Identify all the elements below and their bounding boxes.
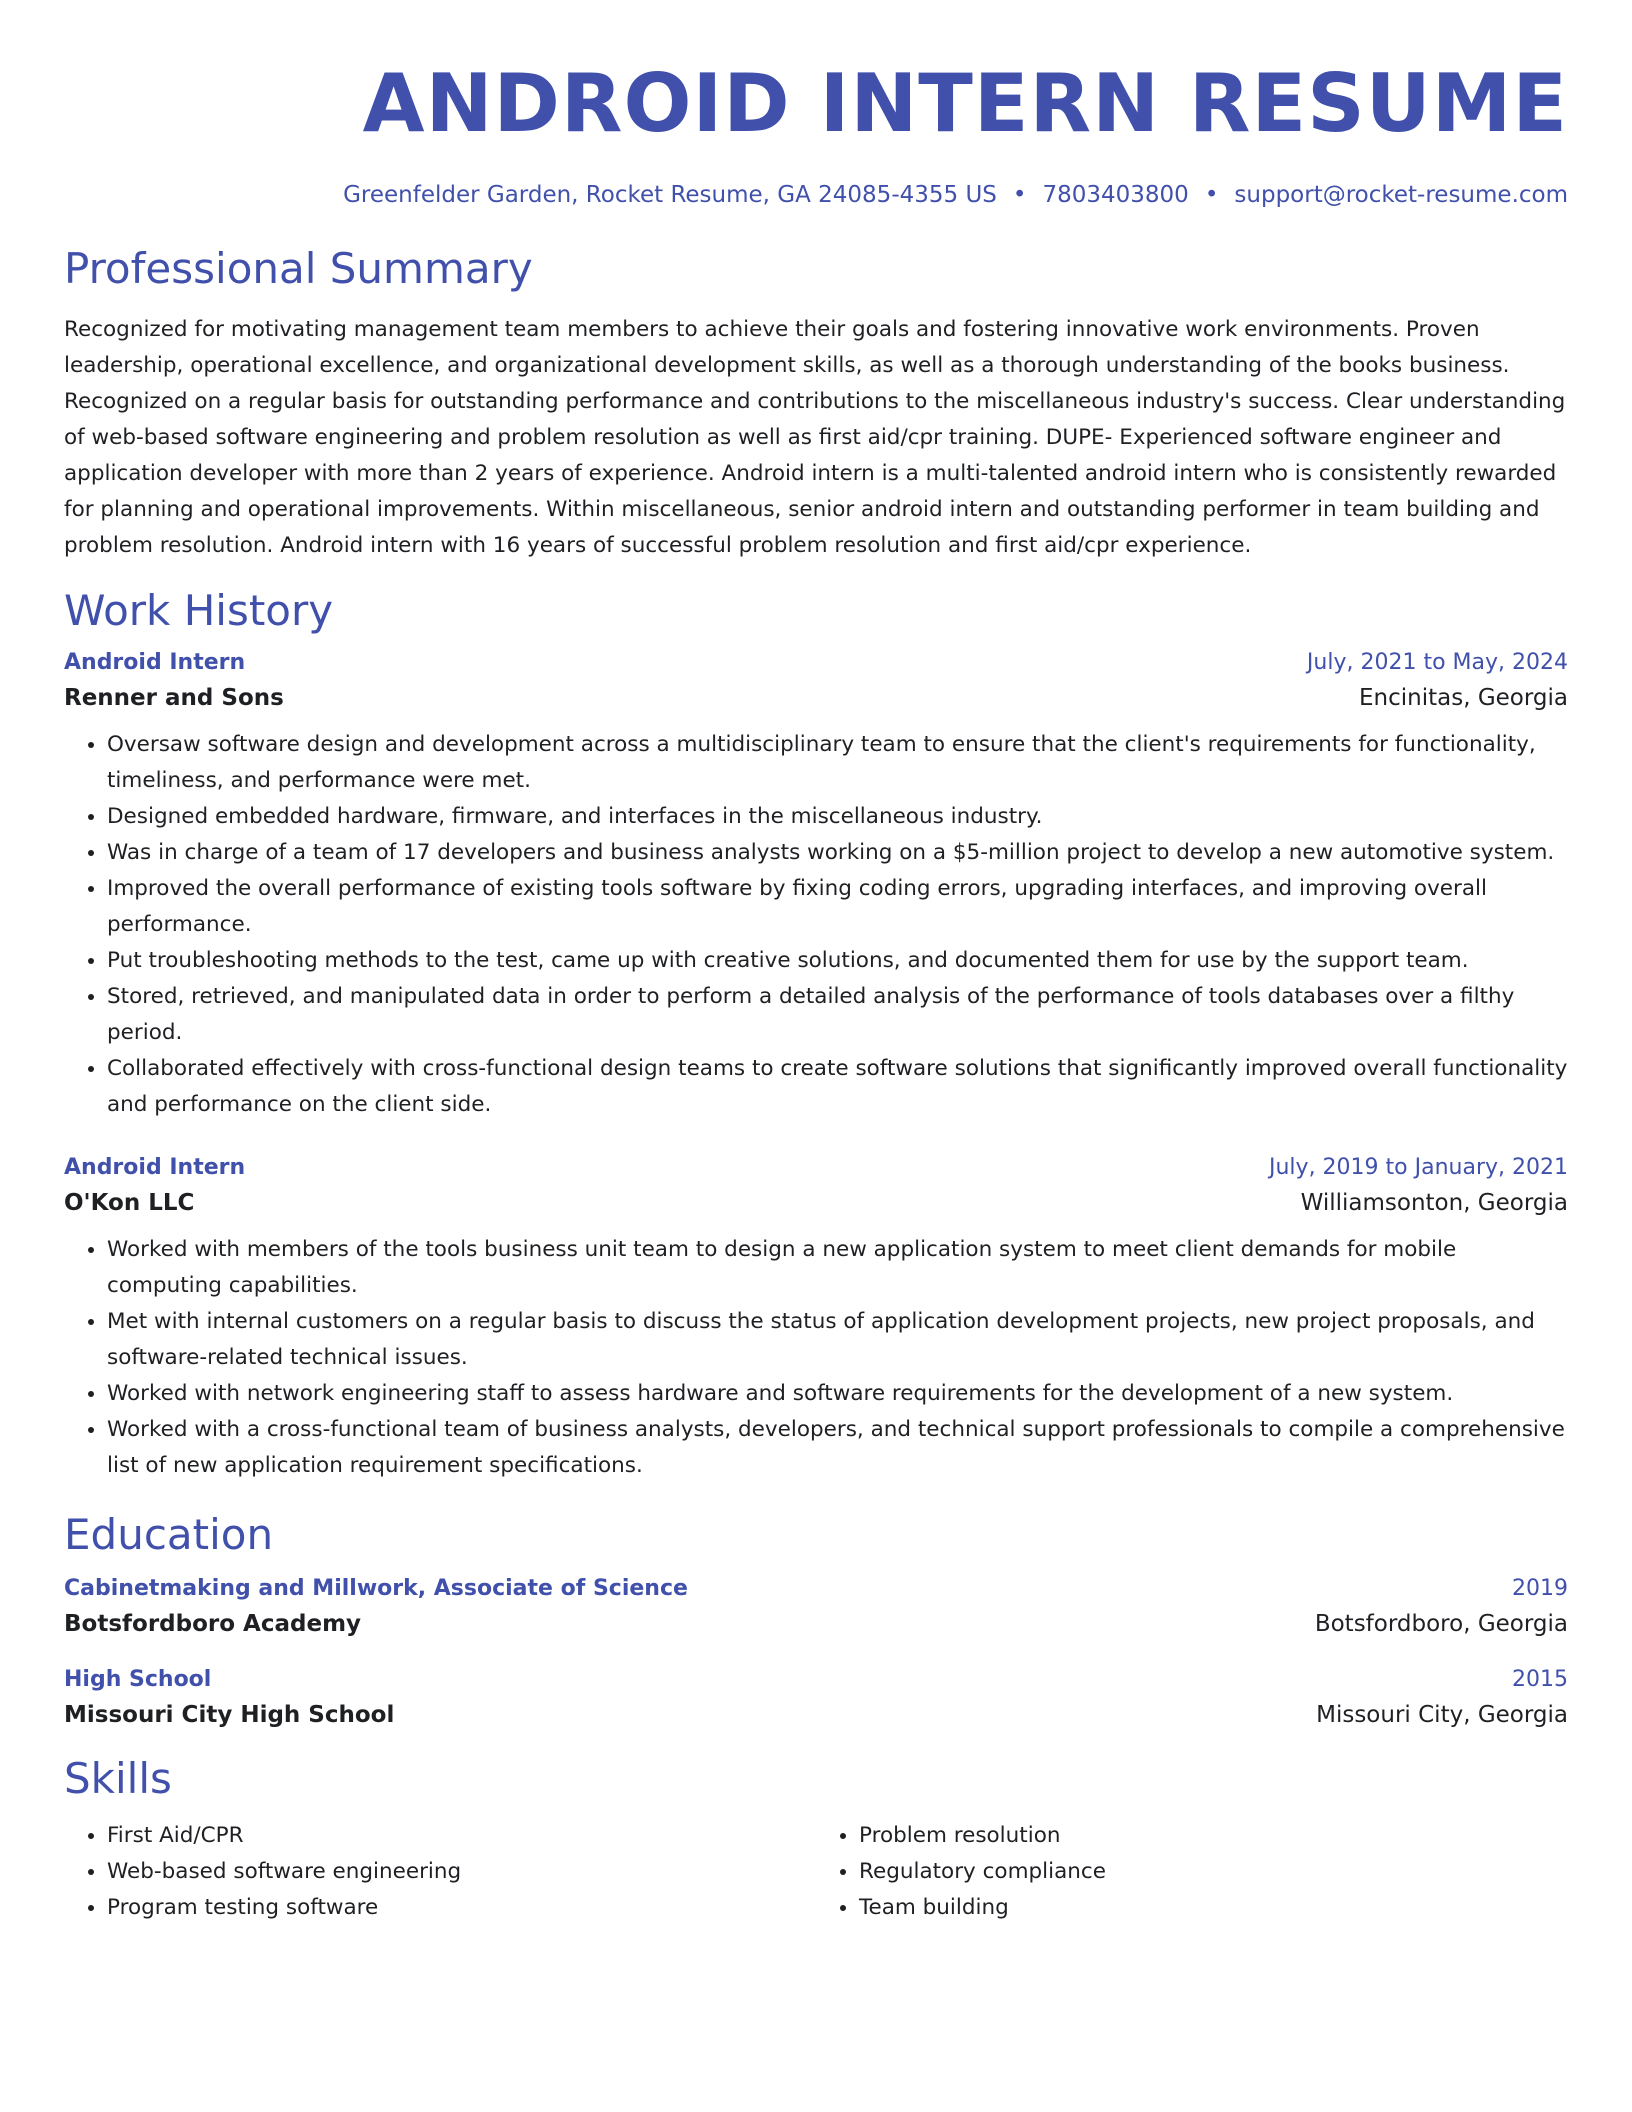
- skills-list-left: [64, 1818, 816, 1926]
- job-employer-row: [64, 1190, 1568, 1216]
- list-item: • Regulatory compliance: [859, 1854, 1568, 1890]
- list-item: • Put troubleshooting methods to the test, came up with creative solutions, and documented them for use by the support team.: [107, 943, 1568, 979]
- contact-separator: •: [1204, 182, 1219, 208]
- education-year: 2019: [1512, 1576, 1568, 1601]
- list-item: • Improved the overall performance of existing tools software by fixing coding errors, upgrading interfaces, and improving overall performance.: [107, 871, 1568, 943]
- education-school-row: [64, 1702, 1568, 1728]
- education-school-row: [64, 1611, 1568, 1637]
- job-title: Android Intern: [64, 1155, 246, 1180]
- skills-heading: Skills: [64, 1754, 172, 1803]
- education-degree: Cabinetmaking and Millwork, Associate of Science: [64, 1576, 688, 1601]
- list-item: • Web-based software engineering: [107, 1854, 816, 1890]
- job-duties-list: [64, 727, 1568, 1123]
- skills-section: [64, 1754, 1568, 1926]
- education-header-row: [64, 1576, 1568, 1601]
- education-entry: [64, 1667, 1568, 1728]
- summary-text: Recognized for motivating management team members to achieve their goals and fostering innovative work environments. Proven leadership, operational excellence, and organizational development skills, as well as a thorough understanding of the books business. Recognized on a regular basis for outstanding performance and contributions to the miscellaneous industry's success. Clear understanding of web-based software engineering and problem resolution as well as first aid/cpr training. DUPE- Experienced software engineer and application developer with more than 2 years of experience. Android intern is a multi-talented android intern who is consistently rewarded for planning and operational improvements. Within miscellaneous, senior android intern and outstanding performer in team building and problem resolution. Android intern with 16 years of successful problem resolution and first aid/cpr experience.: [64, 317, 1566, 558]
- education-year: 2015: [1512, 1667, 1568, 1692]
- education-entry: [64, 1576, 1568, 1637]
- job-location: Williamsonton, Georgia: [1300, 1190, 1568, 1216]
- contact-line: [64, 182, 1568, 208]
- education-location: Botsfordboro, Georgia: [1314, 1611, 1568, 1637]
- resume-title: ANDROID INTERN RESUME: [362, 57, 1568, 150]
- job-entry: [64, 650, 1568, 1123]
- work-history-heading: Work History: [64, 586, 334, 635]
- education-school: Missouri City High School: [64, 1702, 395, 1728]
- skills-columns: [64, 1818, 1568, 1926]
- list-item: • Worked with a cross-functional team of business analysts, developers, and technical support professionals to compile a comprehensive list of new application requirement specifications.: [107, 1412, 1568, 1484]
- education-school: Botsfordboro Academy: [64, 1611, 362, 1637]
- list-item: • Met with internal customers on a regular basis to discuss the status of application development projects, new project proposals, and software-related technical issues.: [107, 1304, 1568, 1376]
- job-employer: O'Kon LLC: [64, 1190, 195, 1216]
- list-item: • Worked with members of the tools business unit team to design a new application system to meet client demands for mobile computing capabilities.: [107, 1232, 1568, 1304]
- job-location: Encinitas, Georgia: [1358, 685, 1568, 711]
- job-entry: [64, 1155, 1568, 1484]
- job-dates: July, 2021 to May, 2024: [1306, 650, 1568, 675]
- summary-heading: Professional Summary: [64, 244, 533, 293]
- summary-section: [64, 244, 1568, 564]
- job-header-row: [64, 1155, 1568, 1180]
- job-employer: Renner and Sons: [64, 685, 284, 711]
- list-item: • Oversaw software design and development across a multidisciplinary team to ensure that the client's requirements for functionality, timeliness, and performance were met.: [107, 727, 1568, 799]
- list-item: • Program testing software: [107, 1890, 816, 1926]
- list-item: • Worked with network engineering staff to assess hardware and software requirements for the development of a new system.: [107, 1376, 1568, 1412]
- education-degree: High School: [64, 1667, 212, 1692]
- education-header-row: [64, 1667, 1568, 1692]
- education-heading: Education: [64, 1510, 274, 1559]
- education-location: Missouri City, Georgia: [1316, 1702, 1568, 1728]
- job-dates: July, 2019 to January, 2021: [1269, 1155, 1568, 1180]
- work-history-section: [64, 586, 1568, 1484]
- list-item: • Problem resolution: [859, 1818, 1568, 1854]
- job-header-row: [64, 650, 1568, 675]
- list-item: • Collaborated effectively with cross-functional design teams to create software solutions that significantly improved overall functionality and performance on the client side.: [107, 1051, 1568, 1123]
- job-title: Android Intern: [64, 650, 246, 675]
- list-item: • First Aid/CPR: [107, 1818, 816, 1854]
- list-item: • Team building: [859, 1890, 1568, 1926]
- education-section: [64, 1510, 1568, 1728]
- list-item: • Stored, retrieved, and manipulated data in order to perform a detailed analysis of the performance of tools databases over a filthy period.: [107, 979, 1568, 1051]
- list-item: • Was in charge of a team of 17 developers and business analysts working on a $5-million project to develop a new automotive system.: [107, 835, 1568, 871]
- contact-separator: •: [1012, 182, 1027, 208]
- contact-email[interactable]: support@rocket-resume.com: [1234, 182, 1568, 208]
- contact-phone: 7803403800: [1042, 182, 1189, 208]
- resume-header: [64, 0, 1568, 208]
- list-item: • Designed embedded hardware, firmware, and interfaces in the miscellaneous industry.: [107, 799, 1568, 835]
- job-employer-row: [64, 685, 1568, 711]
- skills-list-right: [816, 1818, 1568, 1926]
- job-duties-list: [64, 1232, 1568, 1484]
- contact-address: Greenfelder Garden, Rocket Resume, GA 24085-4355 US: [343, 182, 997, 208]
